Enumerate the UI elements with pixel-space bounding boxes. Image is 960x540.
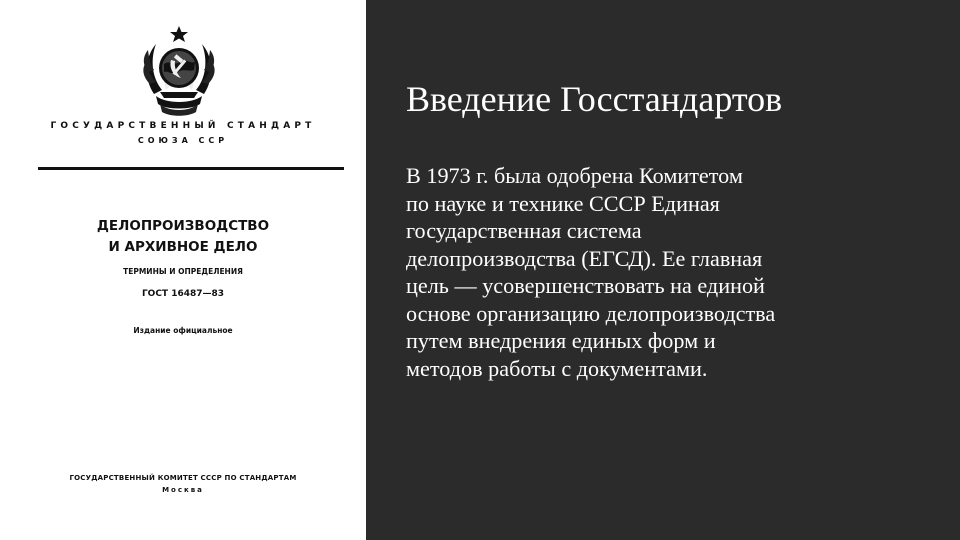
document-title-line2: И АРХИВНОЕ ДЕЛО bbox=[108, 239, 258, 255]
body-line: делопроизводства (ЕГСД). Ее главная bbox=[406, 245, 763, 271]
city-label: Москва bbox=[162, 486, 204, 494]
body-line: путем внедрения единых форм и bbox=[406, 328, 716, 353]
body-line: цель — усовершенствовать на единой bbox=[406, 273, 765, 298]
document-divider bbox=[38, 167, 344, 170]
document-cover-image bbox=[0, 0, 366, 540]
document-header: ГОСУДАРСТВЕННЫЙ СТАНДАРТ bbox=[50, 121, 316, 131]
body-line: основе организацию делопроизводства bbox=[406, 300, 776, 326]
document-subheader: СОЮЗА ССР bbox=[137, 136, 229, 145]
document-title-line1: ДЕЛОПРОИЗВОДСТВО bbox=[96, 218, 270, 234]
body-line: по науке и технике СССР Единая bbox=[406, 190, 720, 216]
slide-title: Введение Госстандартов bbox=[406, 79, 783, 119]
gost-number: ГОСТ 16487—83 bbox=[141, 289, 225, 299]
publisher-label: ГОСУДАРСТВЕННЫЙ КОМИТЕТ СССР ПО СТАНДАРТАМ bbox=[69, 474, 297, 482]
body-line: В 1973 г. была одобрена Комитетом bbox=[406, 163, 743, 188]
slide-body bbox=[406, 162, 926, 382]
edition-label: Издание официальное bbox=[133, 326, 233, 335]
body-line: государственная система bbox=[406, 218, 642, 243]
ussr-emblem-icon bbox=[140, 24, 218, 118]
body-line: методов работы с документами. bbox=[406, 355, 708, 381]
document-subtitle: ТЕРМИНЫ И ОПРЕДЕЛЕНИЯ bbox=[123, 267, 243, 276]
